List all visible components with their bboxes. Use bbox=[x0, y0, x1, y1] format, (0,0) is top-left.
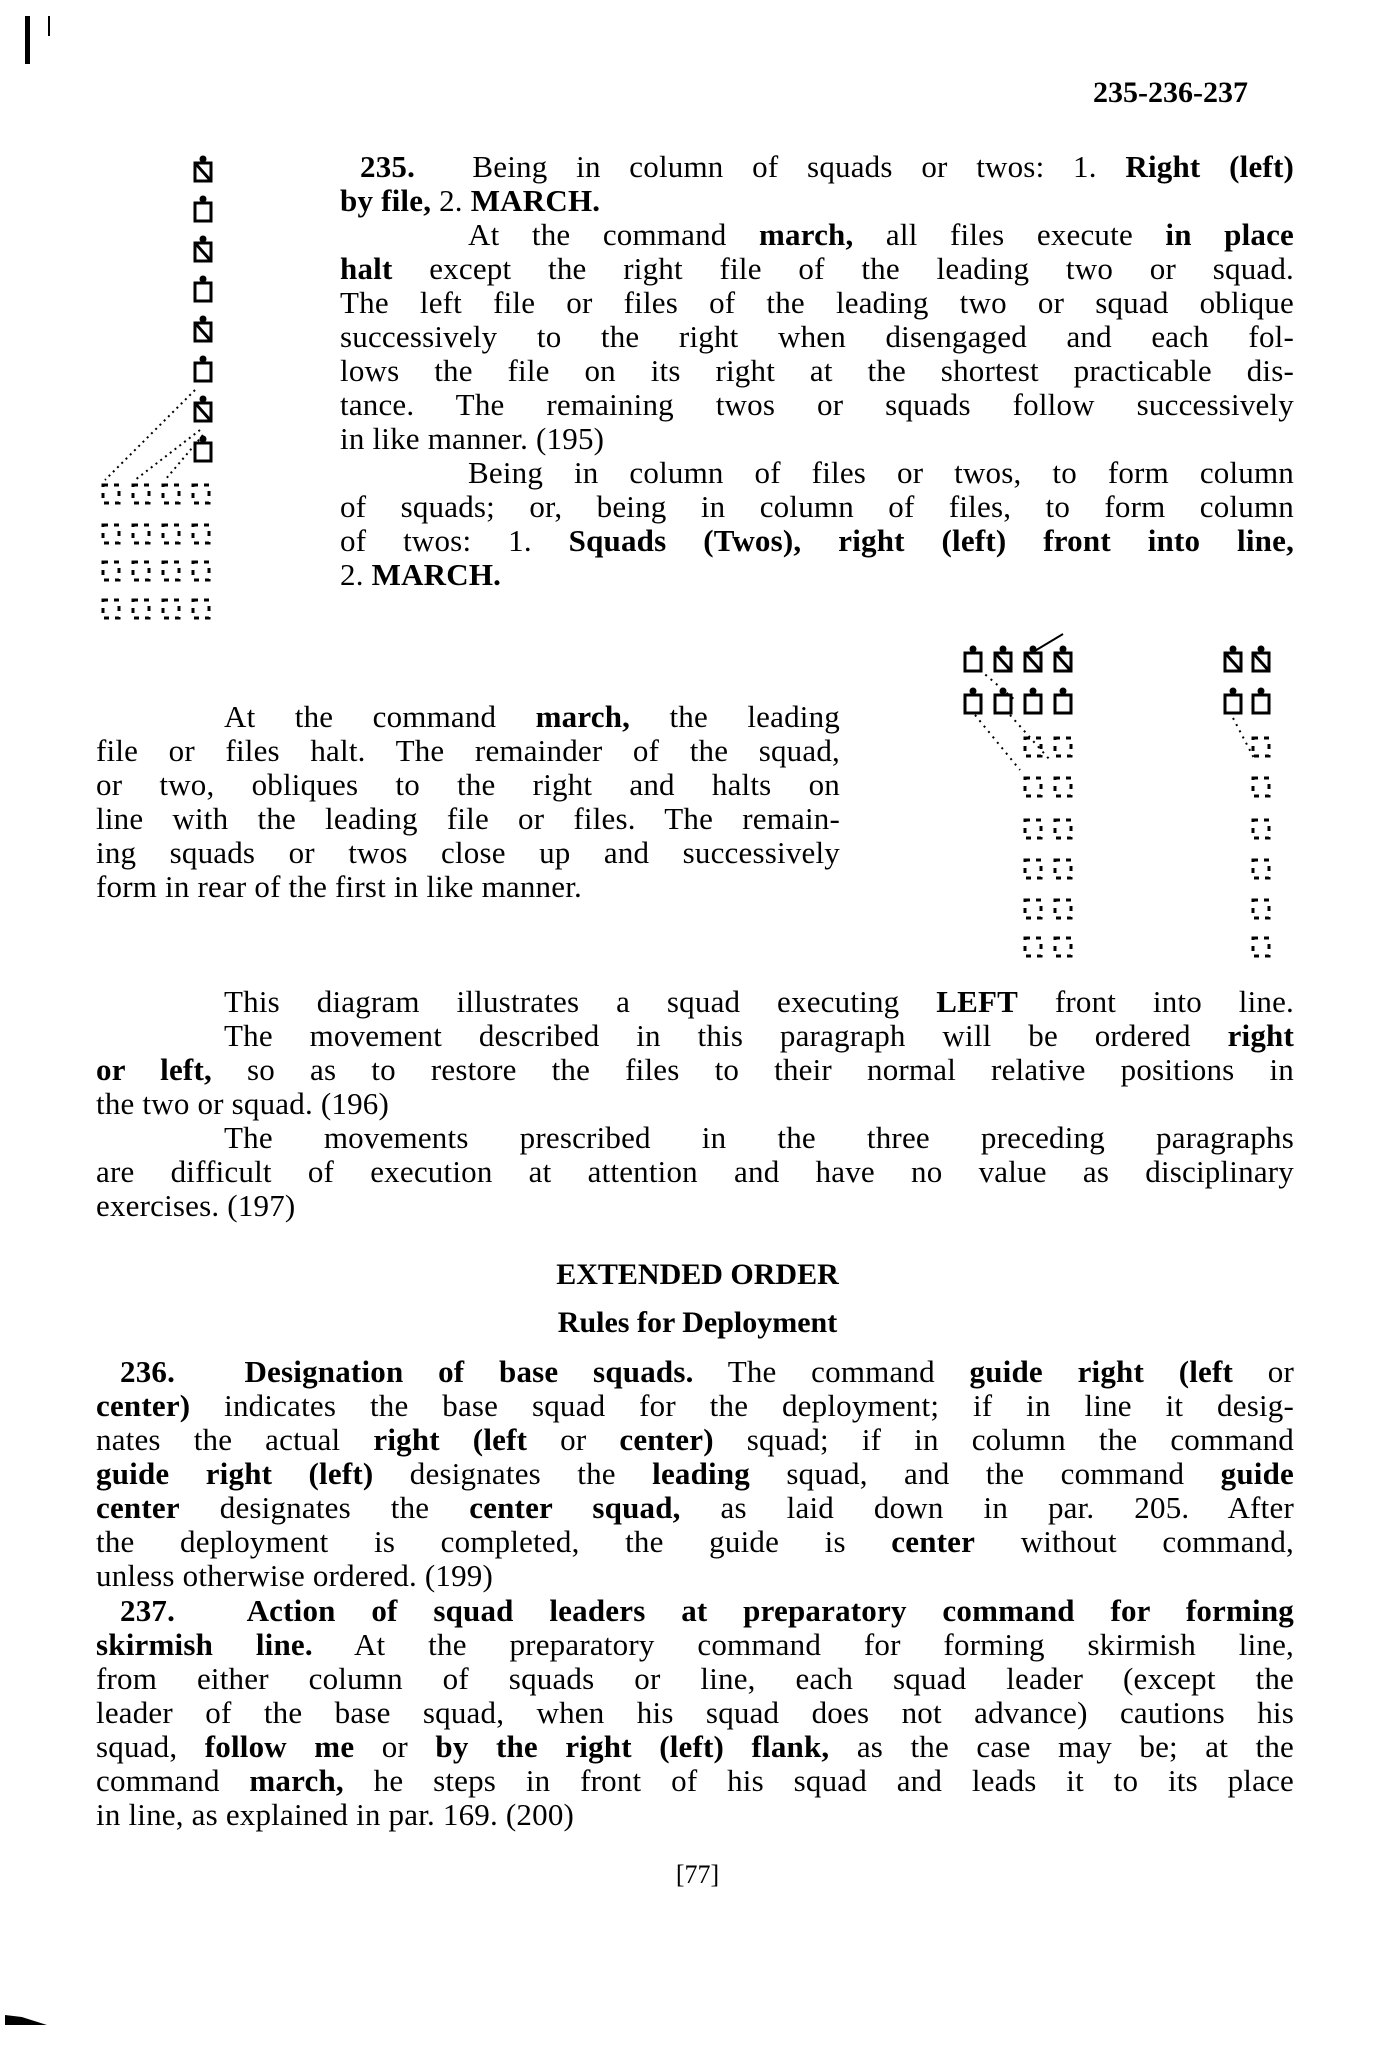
paragraph-237-line: command march, he steps in front of his squad and leads it to its place bbox=[96, 1763, 1294, 1798]
paragraph-235-body-line: in like manner. (195) bbox=[340, 421, 605, 456]
paragraph-237-line: skirmish line. At the preparatory command for forming skirmish line, bbox=[96, 1627, 1294, 1662]
paragraph-236-line: guide right (left) designates the leading squad, and the command guide bbox=[96, 1456, 1294, 1491]
paragraph-235-body-line: At the command march, all files execute in place bbox=[468, 217, 1294, 252]
paragraph-196-notes bbox=[96, 985, 1294, 1223]
paragraph-number: 236. bbox=[120, 1354, 176, 1389]
paragraph-236-line: the deployment is completed, the guide is center without command, bbox=[96, 1524, 1294, 1559]
paragraph-237-line: in line, as explained in par. 169. (200) bbox=[96, 1797, 575, 1832]
paragraph-236 bbox=[96, 1355, 1294, 1593]
note-line: the two or squad. (196) bbox=[96, 1086, 390, 1121]
paragraph-235-body-line: successively to the right when disengaged and each fol- bbox=[340, 319, 1294, 354]
scan-bottom-smudge bbox=[5, 2015, 47, 2025]
paragraph-235-second-line: of squads; or, being in column of files, to form column bbox=[340, 489, 1294, 524]
note-line: The movement described in this paragraph will be ordered right bbox=[224, 1018, 1294, 1053]
paragraph-range-header: 235-236-237 bbox=[1093, 76, 1248, 109]
paragraph-196-line: form in rear of the first in like manner. bbox=[96, 869, 582, 904]
note-line: or left, so as to restore the files to their normal relative positions in bbox=[96, 1052, 1294, 1087]
paragraph-236-line: 236. Designation of base squads. The command guide right (left or bbox=[120, 1354, 1294, 1389]
page-number: [77] bbox=[675, 1860, 720, 1889]
paragraph-number: 235. bbox=[360, 149, 416, 184]
paragraph-236-line: center designates the center squad, as laid down in par. 205. After bbox=[96, 1490, 1294, 1525]
paragraph-235-second-line: Being in column of files or twos, to form column bbox=[468, 455, 1294, 490]
paragraph-197-line: The movements prescribed in the three preceding paragraphs bbox=[224, 1120, 1294, 1155]
figure-twos-front-into-line bbox=[1215, 630, 1295, 970]
paragraph-237-line: squad, follow me or by the right (left) flank, as the case may be; at the bbox=[96, 1729, 1294, 1764]
paragraph-235-command: 235. Being in column of squads or twos: 1. Right (left) bbox=[360, 149, 1294, 184]
paragraph-236-line: nates the actual right (left or center) squad; if in column the command bbox=[96, 1422, 1294, 1457]
paragraph-235-body-line: The left file or files of the leading two or squad oblique bbox=[340, 285, 1294, 320]
paragraph-196-line: ing squads or twos close up and successively bbox=[96, 835, 840, 870]
figure-squads-front-into-line bbox=[955, 630, 1095, 970]
scan-edge-mark bbox=[25, 16, 30, 64]
paragraph-235-body-line: lows the file on its right at the shortest practicable dis- bbox=[340, 353, 1294, 388]
paragraph-235-second-command: of twos: 1. Squads (Twos), right (left) front into line, bbox=[340, 523, 1295, 558]
paragraph-236-line: center) indicates the base squad for the deployment; if in line it desig- bbox=[96, 1388, 1294, 1423]
figure-right-by-file bbox=[95, 150, 245, 620]
paragraph-197-line: are difficult of execution at attention and have no value as disciplinary bbox=[96, 1154, 1294, 1189]
paragraph-237 bbox=[96, 1594, 1294, 1832]
section-title: EXTENDED ORDER bbox=[556, 1258, 839, 1291]
paragraph-235-body-line: tance. The remaining twos or squads follow successively bbox=[340, 387, 1294, 422]
paragraph-title: Designation of base squads. bbox=[244, 1354, 694, 1389]
paragraph-237-title: 237. Action of squad leaders at preparatory command for forming bbox=[120, 1593, 1294, 1628]
diagram-caption: This diagram illustrates a squad executing LEFT front into line. bbox=[224, 984, 1294, 1019]
paragraph-196-line: or two, obliques to the right and halts on bbox=[96, 767, 840, 802]
paragraph-196-line: file or files halt. The remainder of the squad, bbox=[96, 733, 840, 768]
paragraph-235 bbox=[340, 150, 1294, 592]
paragraph-235-body-line: halt except the right file of the leading two or squad. bbox=[340, 251, 1294, 286]
paragraph-196-line: At the command march, the leading bbox=[224, 699, 840, 734]
paragraph-235-command-line-2: by file, 2. MARCH. bbox=[340, 183, 601, 218]
section-subtitle: Rules for Deployment bbox=[557, 1306, 838, 1339]
paragraph-237-line: from either column of squads or line, each squad leader (except the bbox=[96, 1661, 1294, 1696]
paragraph-236-line: unless otherwise ordered. (199) bbox=[96, 1558, 494, 1593]
paragraph-196-line: line with the leading file or files. The remain- bbox=[96, 801, 840, 836]
paragraph-237-line: leader of the base squad, when his squad does not advance) cautions his bbox=[96, 1695, 1294, 1730]
paragraph-196-text bbox=[96, 700, 840, 904]
paragraph-197-line: exercises. (197) bbox=[96, 1188, 296, 1223]
paragraph-235-second-command-2: 2. MARCH. bbox=[340, 557, 502, 592]
scan-edge-mark bbox=[48, 16, 50, 36]
paragraph-number: 237. bbox=[120, 1593, 176, 1628]
